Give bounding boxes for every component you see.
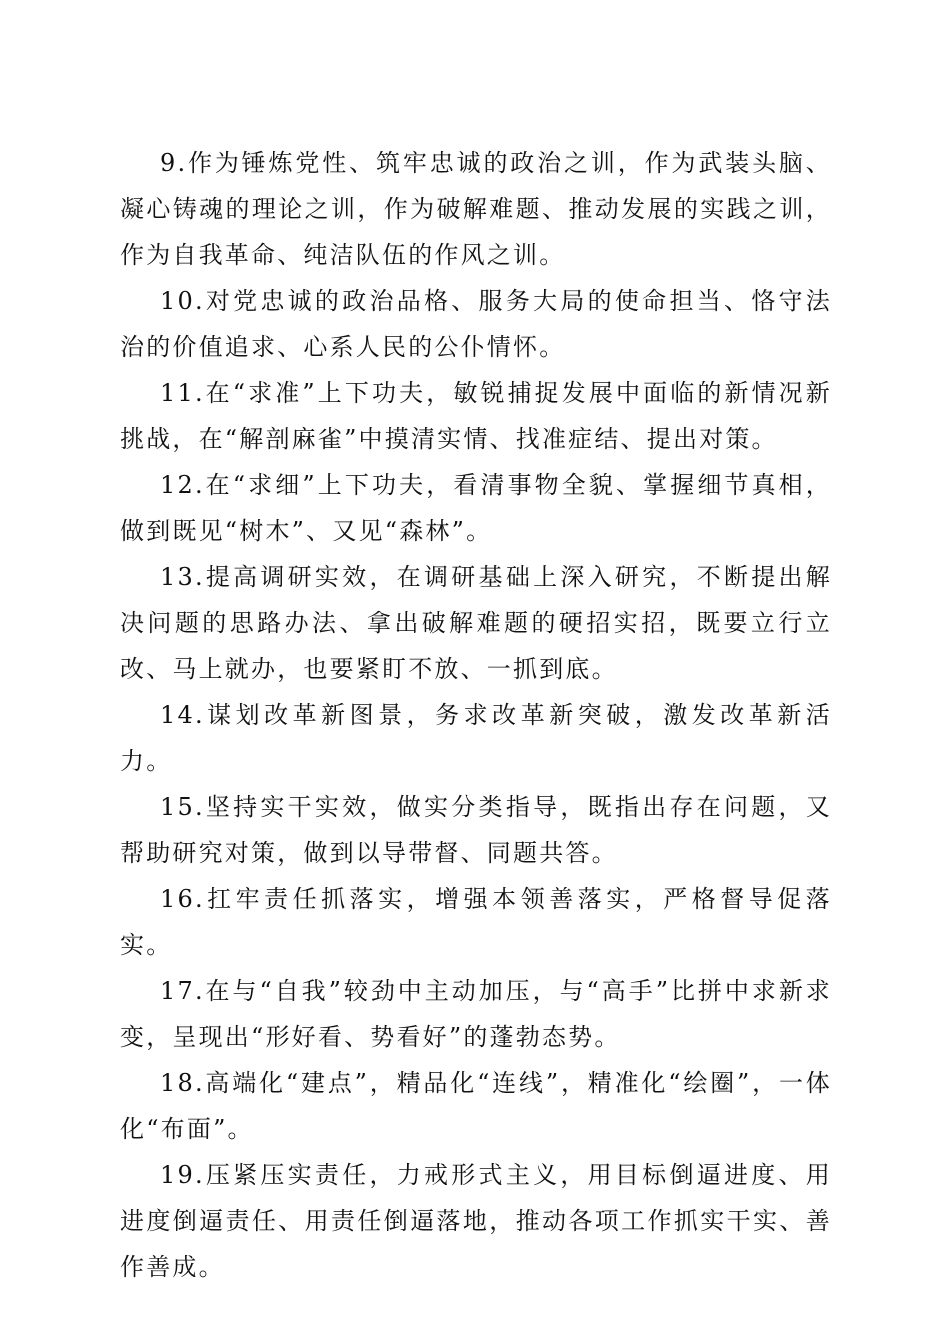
paragraph-12: 12.在“求细”上下功夫，看清事物全貌、掌握细节真相，做到既见“树木”、又见“森林”。 <box>120 471 832 545</box>
paragraph-13: 13.提高调研实效，在调研基础上深入研究，不断提出解决问题的思路办法、拿出破解难题的硬招实招，既要立行立改、马上就办，也要紧盯不放、一抓到底。 <box>120 563 832 683</box>
document-body <box>120 140 832 1290</box>
paragraph-19: 19.压紧压实责任，力戒形式主义，用目标倒逼进度、用进度倒逼责任、用责任倒逼落地，推动各项工作抓实干实、善作善成。 <box>120 1161 832 1281</box>
paragraph-11: 11.在“求准”上下功夫，敏锐捕捉发展中面临的新情况新挑战，在“解剖麻雀”中摸清实情、找准症结、提出对策。 <box>120 379 832 453</box>
paragraph-18: 18.高端化“建点”，精品化“连线”，精准化“绘圈”，一体化“布面”。 <box>120 1069 832 1143</box>
paragraph-17: 17.在与“自我”较劲中主动加压，与“高手”比拼中求新求变，呈现出“形好看、势看好”的蓬勃态势。 <box>120 977 832 1051</box>
paragraph-10: 10.对党忠诚的政治品格、服务大局的使命担当、恪守法治的价值追求、心系人民的公仆情怀。 <box>120 287 832 361</box>
paragraph-16: 16.扛牢责任抓落实，增强本领善落实，严格督导促落实。 <box>120 885 832 959</box>
paragraph-14: 14.谋划改革新图景，务求改革新突破，激发改革新活力。 <box>120 701 832 775</box>
paragraph-15: 15.坚持实干实效，做实分类指导，既指出存在问题，又帮助研究对策，做到以导带督、同题共答。 <box>120 793 832 867</box>
paragraph-9: 9.作为锤炼党性、筑牢忠诚的政治之训，作为武装头脑、凝心铸魂的理论之训，作为破解难题、推动发展的实践之训，作为自我革命、纯洁队伍的作风之训。 <box>120 149 832 269</box>
